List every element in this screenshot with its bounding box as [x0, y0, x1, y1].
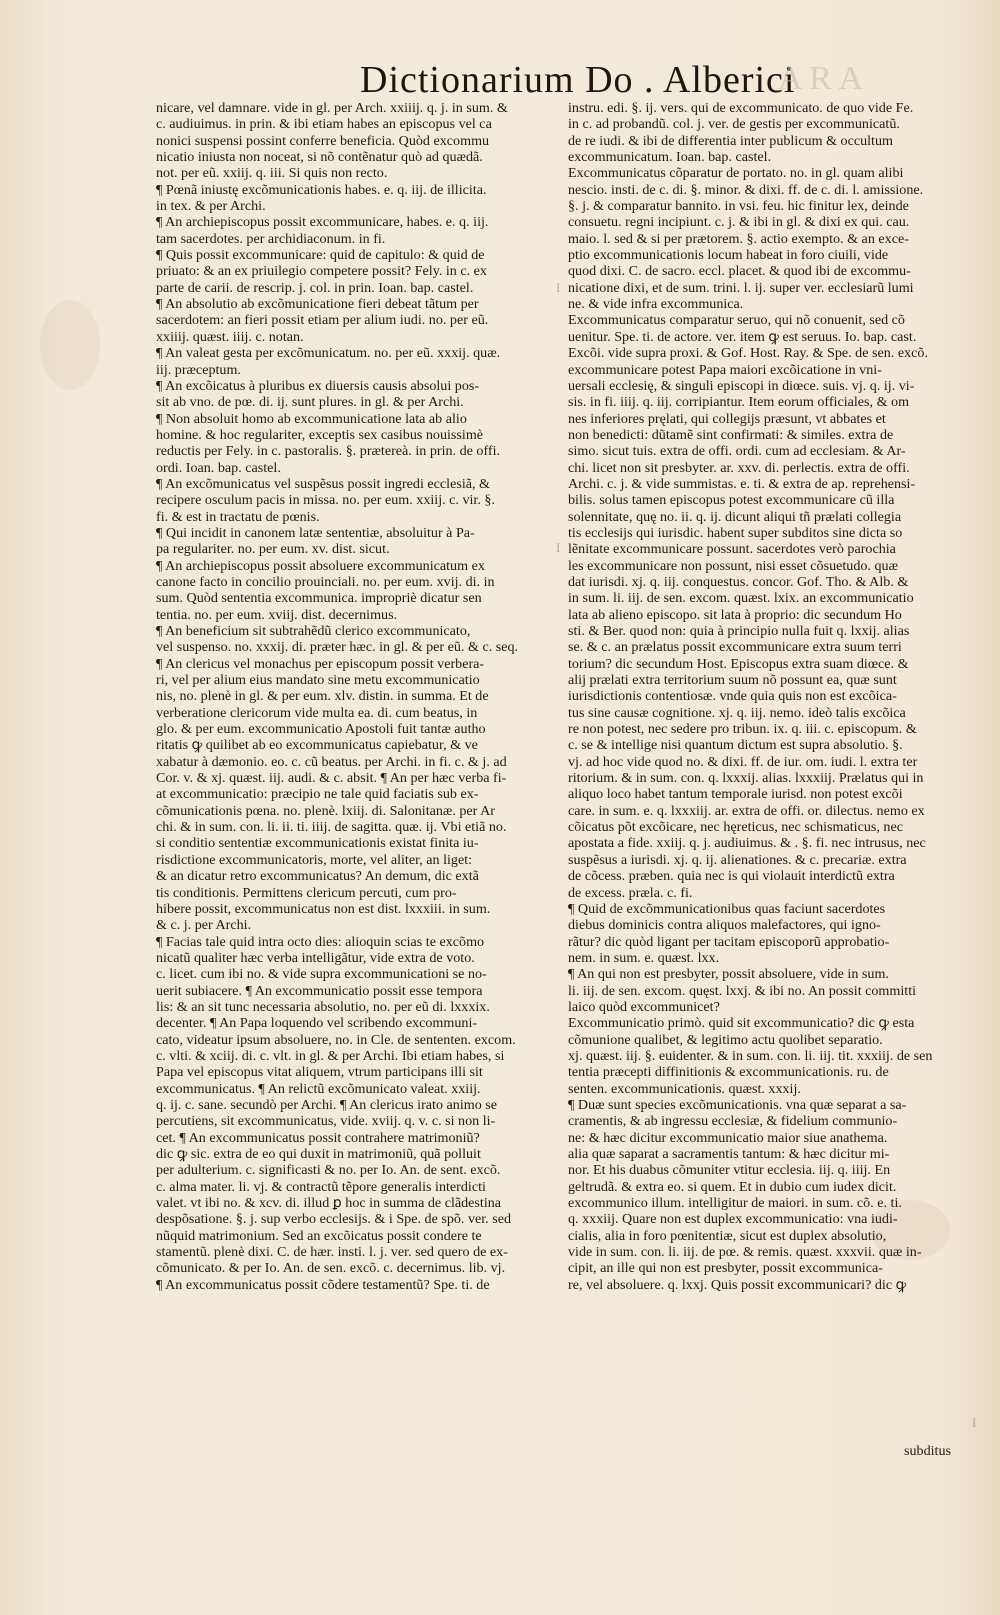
text-line: c. se & intellige nisi quantum dictum est supra absolutio. §. [568, 737, 903, 754]
text-line: despõsatione. §. j. sup verbo ecclesijs. & i Spe. de spõ. ver. sed [156, 1211, 512, 1228]
text-line: nicatione dixi, et de sum. trini. l. ij. super ver. ecclesiarũ lumi [568, 279, 914, 296]
text-line: not. per eũ. xxiij. q. iii. Si quis non recto. [156, 165, 388, 182]
text-line: sacerdotem: an fieri possit etiam per alium iudi. no. per eũ. [156, 312, 489, 329]
text-line: ¶ Quid de excõmmunicationibus quas faciunt sacerdotes [568, 900, 886, 917]
text-line: ¶ Qui incidit in canonem latæ sententiæ, absoluitur à Pa- [156, 524, 475, 541]
text-line: nũquid matrimonium. Sed an excõicatus possit condere te [156, 1227, 482, 1244]
text-line: cramentis, & ab ingressu ecclesiæ, & fidelium communio- [568, 1113, 898, 1130]
text-line: priuato: & an ex priuilegio competere possit? Fely. in c. ex [156, 263, 487, 280]
text-line: torium? dic secundum Host. Episcopus extra suam diœce. & [568, 655, 909, 672]
text-line: senten. excommunicationis. quæst. xxxij. [568, 1080, 801, 1097]
text-line: Archi. c. j. & vide summistas. e. ti. & extra de ap. reprehensi- [568, 475, 916, 492]
margin-mark: I [972, 1415, 977, 1430]
text-line: tus sine causæ cognitione. xj. q. iij. nemo. ideò talis excõica [568, 704, 906, 721]
text-line: ritorium. & in sum. con. q. lxxxij. alias. lxxxiij. Prælatus qui in [568, 770, 924, 787]
text-line: ordi. Ioan. bap. castel. [156, 459, 281, 476]
text-line: ptio excommunicationis locum habeat in foro ciuili, vide [568, 247, 889, 264]
text-line: se. & c. an prælatus possit excommunicare extra suum terri [568, 639, 902, 656]
text-line: ¶ An beneficium sit subtrahẽdũ clerico excommunicato, [156, 623, 471, 639]
text-line: solennitate, quę no. ii. q. ij. dicunt aliqui tñ prælati collegia [568, 508, 902, 525]
text-line: nor. Et his duabus cõmuniter vtitur ecclesia. iij. q. iiij. En [568, 1162, 891, 1179]
text-line: q. xxxiij. Quare non est duplex excommunicatio: vna iudi- [568, 1211, 898, 1228]
text-line: simo. sicut tuis. extra de offi. ordi. cum ad ecclesiam. & Ar- [568, 443, 906, 460]
running-head: Dictionarium Do . Alberici [360, 59, 796, 101]
text-line: sti. & Ber. quod non: quia à principio nulla fuit q. lxxij. alias [568, 623, 910, 639]
text-line: ¶ An valeat gesta per excõmunicatum. no. per eũ. xxxij. quæ. [156, 345, 501, 362]
text-line: uerit subiacere. ¶ An excommunicatio possit esse tempora [156, 982, 483, 999]
text-line: homine. & hoc regulariter, exceptis sex casibus nouissimè [156, 426, 484, 443]
text-line: percutiens, sit excommunicatus, vide. xviij. q. v. c. si non li- [156, 1113, 496, 1130]
text-line: uersali ecclesię, & singuli episcopi in diœce. suis. vj. q. ij. vi- [568, 377, 915, 394]
text-line: xabatur à dæmonio. eo. c. cũ beatus. per Archi. in fi. c. & j. ad [156, 753, 507, 770]
text-line: si conditio sententiæ excommunicationis existat finita iu- [156, 835, 479, 852]
text-line: hibere possit, excommunicatus non est dist. lxxxiii. in sum. [156, 900, 491, 917]
text-line: cõmunione qualibet, & legitimo actu quolibet separatio. [568, 1031, 883, 1048]
catchword: subditus [904, 1443, 951, 1459]
text-line: cialis, alia in foro pœnitentiæ, sicut est duplex absolutio, [568, 1227, 887, 1244]
text-line: de re iudi. & ibi de differentia inter publicum & occultum [568, 132, 893, 149]
text-line: tis conditionis. Permittens clericum percuti, cum pro- [156, 884, 457, 901]
text-line: ¶ An excõmunicatus vel suspẽsus possit ingredi ecclesiã, & [156, 475, 491, 492]
text-line: care. in sum. e. q. lxxxiij. ar. extra de offi. or. dilectus. nemo ex [568, 802, 925, 819]
text-line: ¶ Pœnã iniustę excõmunicationis habes. e. q. iij. de illicita. [156, 181, 487, 198]
text-line: les excommunicare non possunt, nisi esset cõsuetudo. quæ [568, 557, 898, 574]
text-line: ¶ Quis possit excommunicare: quid de capitulo: & quid de [156, 247, 485, 264]
right-column [568, 100, 976, 1293]
text-line: cato, videatur ipsum absoluere, no. in Cle. de sententen. excom. [156, 1031, 516, 1048]
text-line: c. alma mater. li. vj. & contractũ tẽpore generalis interdicti [156, 1178, 486, 1195]
text-line: c. audiuimus. in prin. & ibi etiam habes an episcopus vel ca [156, 116, 492, 133]
text-line: ¶ An qui non est presbyter, possit absoluere, vide in sum. [568, 966, 889, 983]
text-line: in tex. & per Archi. [156, 198, 266, 215]
text-line: §. j. & comparatur bannito. in vsi. feu. hic finitur lex, deinde [568, 198, 909, 215]
text-line: ¶ Non absoluit homo ab excommunicatione lata ab alio [156, 410, 467, 427]
text-line: chi. licet non sit presbyter. ar. xxv. di. perlectis. extra de offi. [568, 459, 910, 476]
text-line: instru. edi. §. ij. vers. qui de excommunicato. de quo vide Fe. [568, 100, 914, 116]
text-line: sit ab vno. de pœ. di. ij. sunt plures. in gl. & per Archi. [156, 394, 464, 411]
text-line: li. iij. de sen. excom. quęst. lxxj. & ibi no. An possit committi [568, 982, 917, 999]
text-line: valet. vt ibi no. & xcv. di. illud ꝑ hoc in summa de clãdestina [156, 1195, 502, 1212]
text-line: ¶ An excommunicatus possit cõdere testamentũ? Spe. ti. de [156, 1276, 490, 1293]
left-column [156, 100, 554, 1293]
text-line: cõmunicato. & per Io. An. de sen. excõ. c. decernimus. lib. vj. [156, 1260, 506, 1277]
text-line: dat iurisdi. xj. q. iij. conquestus. concor. Gof. Tho. & Alb. & [568, 573, 909, 590]
text-line: ¶ An absolutio ab excõmunicatione fieri debeat tãtum per [156, 296, 479, 313]
text-line: nescio. insti. de c. di. §. minor. & dixi. ff. de c. di. l. amissione. [568, 181, 924, 198]
text-line: ne: & hæc dicitur excommunicatio maior siue anathema. [568, 1129, 888, 1146]
text-line: xj. quæst. iij. §. euidenter. & in sum. con. li. iij. tit. xxxiij. de sen [568, 1047, 933, 1064]
text-line: nis, no. plenè in gl. & per eum. xlv. distin. in summa. Et de [156, 688, 489, 705]
text-line: geltrudã. & extra eo. si quem. Et in dubio cum iudex dicit. [568, 1178, 897, 1195]
text-line: c. vlti. & xciij. di. c. vlt. in gl. & per Archi. Ibi etiam habes, si [156, 1047, 505, 1064]
text-line: maio. l. sed & si per prætorem. §. actio exempto. & an exce- [568, 230, 909, 247]
text-line: Excommunicatio primò. quid sit excommunicatio? dic ꝙ esta [568, 1015, 915, 1032]
text-line: vel suspenso. no. xxxij. di. præter hæc. in gl. & per eũ. & c. seq. [156, 639, 519, 656]
text-line: ¶ Facias tale quid intra octo dies: alioquin scias te excõmo [156, 933, 485, 950]
text-line: risdictione excommunicatoris, morte, vel aliter, an liget: [156, 851, 473, 868]
text-line: decenter. ¶ An Papa loquendo vel scribendo excommuni- [156, 1015, 478, 1032]
text-line: nicare, vel damnare. vide in gl. per Arch. xxiiij. q. j. in sum. & [156, 100, 508, 116]
text-line: de cõcess. præben. quia nec is qui violauit interdictũ extra [568, 868, 895, 885]
text-line: Cor. v. & xj. quæst. iij. audi. & c. absit. ¶ An per hæc verba fi- [156, 770, 507, 787]
text-line: iurisdictionis contentiosæ. vnde quia quis non est excõica- [568, 688, 897, 705]
text-line: reductis per Fely. in c. pastoralis. §. prætereà. in prin. de offi. [156, 443, 501, 460]
text-line: bilis. solus tamen episcopus potest excommunicare cũ illa [568, 492, 895, 509]
text-line: ritatis ꝙ quilibet ab eo excommunicatus capiebatur, & ve [156, 737, 478, 754]
text-line: aliquo loco habet tantum temporale iurisd. non potest excõi [568, 786, 903, 803]
text-line: verberatione clericorum vide multa ea. di. cum beatus, in [156, 704, 478, 721]
text-line: nicatũ qualiter hæc verba intelligãtur, vide extra de voto. [156, 949, 475, 966]
text-line: lis: & an sit tunc necessaria absolutio, no. per eũ di. lxxxix. [156, 998, 490, 1015]
margin-mark: I [556, 280, 561, 295]
text-line: consuetu. regni incipiunt. c. j. & ibi in gl. & dixi ex qui. cau. [568, 214, 910, 231]
text-line: sum. Quòd sententia excommunica. impropriè dicatur sen [156, 590, 482, 607]
text-line: xxiiij. quæst. iiij. c. notan. [156, 328, 304, 345]
text-line: chi. & in sum. con. li. ii. ti. iiij. de sagitta. quæ. ij. Vbi etiã no. [156, 819, 507, 836]
text-line: ¶ An clericus vel monachus per episcopum possit verbera- [156, 655, 485, 672]
text-line: cõicatus põt excõicare, nec hęreticus, nec schismaticus, nec [568, 819, 903, 836]
text-line: glo. & per eum. excommunicatio Apostoli fuit tantæ autho [156, 721, 486, 738]
text-line: ¶ An archiepiscopus possit absoluere excommunicatum ex [156, 557, 485, 574]
text-line: non benedicti: dũtamẽ sint confirmati: & similes. extra de [568, 426, 894, 443]
text-line: c. licet. cum ibi no. & vide supra excommunicationi se no- [156, 966, 487, 983]
text-line: excommunico illum. intelligitur de maiori. in sum. cõ. e. ti. [568, 1195, 902, 1212]
text-line: ne. & vide infra excommunica. [568, 296, 744, 313]
text-line: alia quæ saparat a sacramentis tantum: & hæc dicitur mi- [568, 1146, 890, 1162]
text-line: cõmunicationis pœna. no. plenè. lxiij. di. Salonitanæ. per Ar [156, 802, 495, 819]
text-line: lẽnitate excommunicare possunt. sacerdotes verò parochia [568, 541, 896, 558]
text-line: parte de carii. de rescrip. j. col. in prin. Ioan. bap. castel. [156, 279, 474, 296]
text-line: de excess. præla. c. fi. [568, 884, 693, 901]
text-line: recipere osculum pacis in missa. no. per eum. xxiij. c. vir. §. [156, 492, 495, 509]
text-line: laico quòd excommunicet? [568, 998, 720, 1015]
text-line: dic ꝙ sic. extra de eo qui duxit in matrimoniũ, quã polluit [156, 1146, 481, 1162]
text-line: tam sacerdotes. per archidiaconum. in fi. [156, 230, 386, 247]
text-line: excommunicatum. Ioan. bap. castel. [568, 149, 772, 166]
text-line: tis ecclesijs qui iurisdic. habent super subditos sine dicta so [568, 524, 903, 541]
text-line: fi. & est in tractatu de pœnis. [156, 508, 320, 525]
text-line: cipit, an ille qui non est presbyter, possit excommunica- [568, 1260, 883, 1277]
text-line: apostata a fide. xxiij. q. j. audiuimus. & . §. fi. nec intrusus, nec [568, 835, 926, 852]
text-line: alij prælati extra territorium suum nõ possunt ea, quæ sunt [568, 672, 897, 689]
text-line: in sum. li. iij. de sen. excom. quæst. lxix. an excommunicatio [568, 590, 914, 607]
text-line: cet. ¶ An excommunicatus possit contrahere matrimoniũ? [156, 1129, 480, 1146]
text-line: excommunicatus. ¶ An relictũ excõmunicato valeat. xxiij. [156, 1080, 481, 1097]
text-line: nonici suspensi possint conferre beneficia. Quòd excommu [156, 132, 490, 149]
text-line: rãtur? dic quòd ligant per tacitam episcoporũ approbatio- [568, 933, 890, 950]
text-line: diebus dominicis contra aliquos malefactores, qui igno- [568, 917, 881, 934]
text-line: in c. ad probandũ. col. j. ver. de gestis per excommunicatũ. [568, 116, 900, 133]
text-line: ri, vel per alium eius mandato sine metu excommunicatio [156, 672, 480, 689]
text-line: per adulterium. c. significasti & no. per Io. An. de sent. excõ. [156, 1162, 501, 1179]
text-line: at excommunicatio: præcipio ne tale quid faciatis sub ex- [156, 786, 479, 803]
text-line: pa regulariter. no. per eum. xv. dist. sicut. [156, 541, 390, 558]
text-line: uenitur. Spe. ti. de actore. ver. item ꝙ est seruus. Io. bap. cast. [568, 328, 917, 345]
text-line: vide in sum. con. li. iij. de pœ. & remis. quæst. xxxvii. quæ in- [568, 1244, 922, 1261]
text-line: Excommunicatus cõparatur de portato. no. in gl. quam alibi [568, 165, 904, 182]
text-line: suspẽsus a iurisdi. xj. q. ij. alienationes. & c. precariæ. extra [568, 851, 907, 868]
text-line: quod dixi. C. de sacro. eccl. placet. & quod ibi de excommu- [568, 263, 911, 280]
text-line: Papa vel episcopus vitat aliquem, vtrum participans illi sit [156, 1064, 483, 1081]
text-line: canone facto in concilio prouinciali. no. per eum. xvij. di. in [156, 573, 495, 590]
text-line: nes inferiores pręlati, qui collegijs præsunt, vt abbates et [568, 410, 886, 427]
margin-mark: I [556, 540, 561, 555]
text-line: tentia. no. per eum. xviij. dist. decernimus. [156, 606, 398, 623]
text-line: re, vel absoluere. q. lxxj. Quis possit excommunicari? dic ꝙ [568, 1276, 907, 1293]
bleed-through-text: A R A [778, 60, 864, 97]
text-line: re non potest, nec sedere pro tribun. ix. q. iii. c. episcopum. & [568, 721, 917, 738]
text-line: q. ij. c. sane. secundò per Archi. ¶ An clericus irato animo se [156, 1096, 498, 1113]
text-line: sis. in fi. iiij. q. iij. corripiantur. Item eorum officiales, & om [568, 394, 910, 411]
paper-stain [40, 300, 100, 390]
text-line: Excommunicatus comparatur seruo, qui nõ conuenit, sed cõ [568, 312, 905, 329]
text-line: stamentũ. plenè dixi. C. de hær. insti. l. j. ver. sed quero de ex- [156, 1244, 508, 1261]
text-line: ¶ Duæ sunt species excõmunicationis. vna quæ separat a sa- [568, 1096, 907, 1113]
page-header [0, 58, 1000, 104]
text-line: nicatio iniusta non noceat, si nõ contẽnatur quò ad quædã. [156, 149, 483, 166]
text-line: tentia præcepti diffinitionis & excommunicationis. ru. de [568, 1064, 889, 1081]
text-line: iij. præceptum. [156, 361, 241, 378]
text-line: vj. ad hoc vide quod no. & dixi. ff. de iur. om. iudi. l. extra ter [568, 753, 918, 770]
text-line: & an dicatur retro excommunicatus? An demum, dic extã [156, 868, 479, 885]
text-line: Excõi. vide supra proxi. & Gof. Host. Ray. & Spe. de sen. excõ. [568, 345, 928, 362]
text-line: ¶ An archiepiscopus possit excommunicare, habes. e. q. iij. [156, 214, 489, 231]
text-line: lata ab alieno episcopo. sit lata à proprio: dic secundum Ho [568, 606, 902, 623]
text-line: ¶ An excõicatus à pluribus ex diuersis causis absolui pos- [156, 377, 480, 394]
text-line: excommunicare potest Papa maiori excõicatione in vni- [568, 361, 882, 378]
text-line: & c. j. per Archi. [156, 917, 252, 934]
text-line: nem. in sum. e. quæst. lxx. [568, 949, 720, 966]
